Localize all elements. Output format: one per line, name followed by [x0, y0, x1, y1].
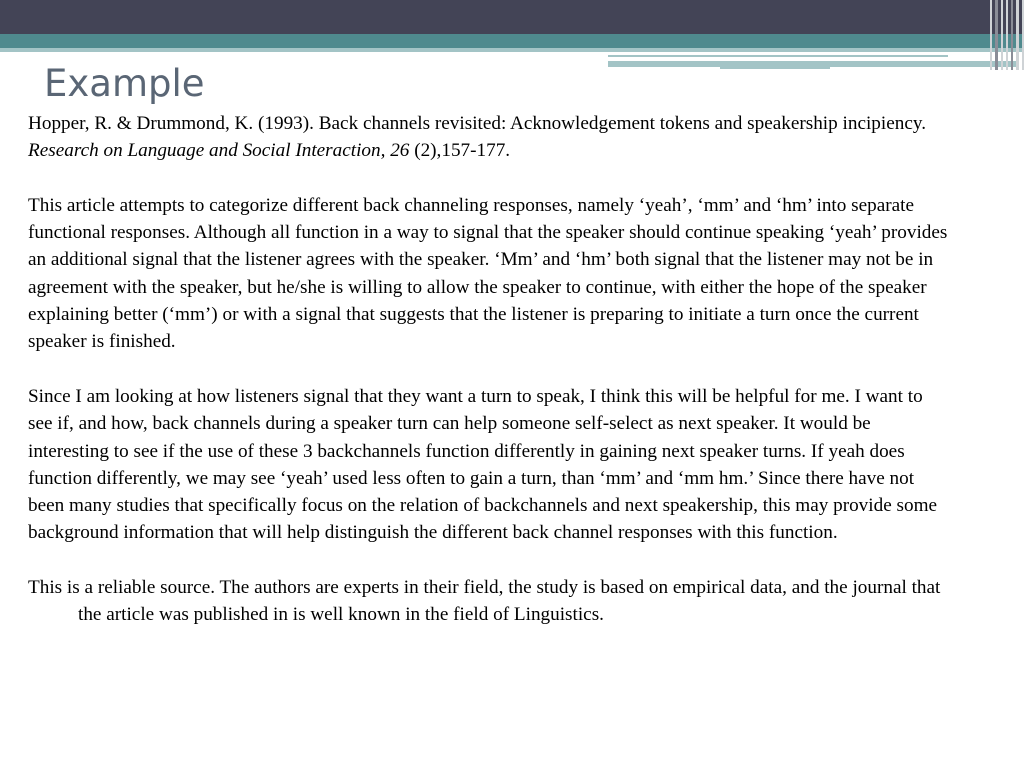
citation-authors: Hopper, R. & Drummond, K. (1993). Back channels revisited: Acknowledgement tokens and speakership incipiency. — [28, 113, 926, 134]
relevance-paragraph: Since I am looking at how listeners signal that they want a turn to speak, I think this will be helpful for me. I want to see if, and how, back channels during a speaker turn can help someone self-select as next speaker. It would be interesting to see if the use of these 3 backchannels function differently in gaining next speaker turns. If yeah does function differently, we may see ‘yeah’ used less often to gain a turn, than ‘mm’ and ‘mm hm.’ Since there have not been many studies that specifically focus on the relation of backchannels and next speakership, this may provide some background information that will help distinguish the different back channel responses with this function. — [28, 385, 938, 544]
header-band-teal — [0, 34, 1024, 48]
decorative-line — [608, 55, 948, 57]
header-band-dark — [0, 0, 1024, 34]
decorative-line — [720, 67, 830, 69]
reliability-paragraph: This is a reliable source. The authors are experts in their field, the study is based on empirical data, and the journal that the article was published in is well known in the field of Linguistics. — [28, 577, 941, 626]
slide-body — [28, 110, 948, 656]
header-band-teal-light — [0, 48, 1024, 52]
summary-paragraph: This article attempts to categorize different back channeling responses, namely ‘yeah’, ‘mm’ and ‘hm’ into separate functional responses. Although all function in a way to signal that the speaker should continue speaking ‘yeah’ provides an additional signal that the listener agrees with the speaker. ‘Mm’ and ‘hm’ both signal that the listener may not be in agreement with the speaker, but he/she is willing to allow the speaker to continue, with either the hope of the speaker explaining better (‘mm’) or with a signal that suggests that the listener is preparing to initiate a turn once the current speaker is finished. — [28, 194, 948, 353]
citation-issue: (2),157-177. — [409, 140, 511, 162]
citation — [28, 110, 948, 165]
decorative-stripes — [990, 0, 1024, 70]
citation-journal: Research on Language and Social Interaction, 26 — [28, 140, 410, 162]
slide-title: Example — [44, 62, 205, 105]
